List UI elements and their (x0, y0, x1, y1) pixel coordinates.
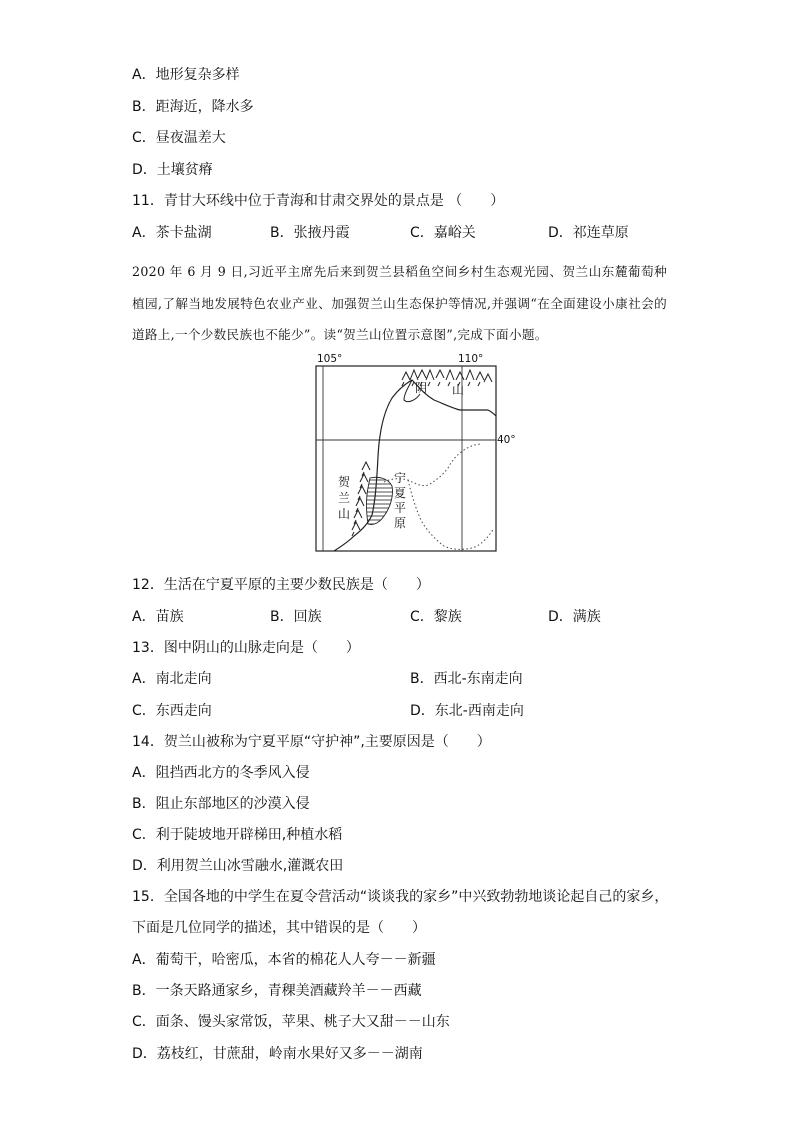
q13-stem: 13．图中阴山的山脉走向是（ ） (132, 640, 360, 656)
q11-option-b: B．张掖丹霞 (270, 225, 350, 241)
helan-char-1: 贺 (338, 475, 351, 489)
q10-option-c: C．昼夜温差大 (132, 130, 226, 146)
helan-char-3: 山 (338, 507, 351, 521)
yinshan-char-1: 阴 (415, 381, 428, 395)
q11-option-a: A．茶卡盐湖 (132, 225, 212, 241)
q10-option-d: D．土壤贫瘠 (132, 162, 213, 178)
q11-stem: 11．青甘大环线中位于青海和甘肃交界处的景点是 （ ） (132, 193, 505, 209)
q12-stem: 12．生活在宁夏平原的主要少数民族是（ ） (132, 577, 430, 593)
q15-option-c: C．面条、馒头家常饭，苹果、桃子大又甜－－山东 (132, 1014, 450, 1030)
lon-label-105: 105° (317, 353, 343, 365)
ningxia-char-2: 夏 (394, 486, 407, 500)
helan-char-2: 兰 (338, 491, 351, 505)
lon-label-110: 110° (458, 353, 484, 365)
yellow-river (334, 380, 496, 551)
q14-option-d: D．利用贺兰山冰雪融水,灌溉农田 (132, 858, 344, 874)
q12-option-d: D．满族 (548, 609, 601, 625)
ningxia-char-4: 原 (394, 516, 407, 530)
q10-option-a: A．地形复杂多样 (132, 67, 240, 83)
q10-option-b: B．距海近，降水多 (132, 99, 254, 115)
yinshan-char-2: 山 (452, 383, 465, 397)
helan-location-map (312, 350, 516, 555)
q14-option-b: B．阻止东部地区的沙漠入侵 (132, 796, 310, 812)
q15-option-d: D．荔枝红，甘蔗甜，岭南水果好又多－－湖南 (132, 1046, 423, 1062)
q15-option-a: A．葡萄干，哈密瓜，本省的棉花人人夸－－新疆 (132, 952, 436, 968)
q15-stem-line-1: 15．全国各地的中学生在夏令营活动“谈谈我的家乡”中兴致勃勃地谈论起自己的家乡， (132, 889, 669, 905)
q15-option-b: B．一条天路通家乡，青稞美酒藏羚羊－－西藏 (132, 983, 422, 999)
q11-option-c: C．嘉峪关 (410, 225, 476, 241)
ningxia-plain-hatched-area (367, 477, 393, 524)
ningxia-char-3: 平 (394, 501, 407, 515)
q13-option-b: B．西北-东南走向 (410, 671, 523, 687)
q12-option-c: C．黎族 (410, 609, 462, 625)
q14-option-c: C．利于陡坡地开辟梯田,种植水稻 (132, 827, 343, 843)
q13-option-c: C．东西走向 (132, 703, 212, 719)
q13-option-d: D．东北-西南走向 (410, 703, 524, 719)
ningxia-char-1: 宁 (394, 471, 407, 485)
lat-label-40: 40° (497, 434, 516, 446)
q11-option-d: D．祁连草原 (548, 225, 629, 241)
q12-option-a: A．苗族 (132, 609, 184, 625)
q15-stem-line-2: 下面是几位同学的描述，其中错误的是（ ） (132, 920, 426, 936)
q14-stem: 14．贺兰山被称为宁夏平原“守护神”,主要原因是（ ） (132, 734, 491, 750)
q13-option-a: A．南北走向 (132, 671, 212, 687)
reading-passage: 2020 年 6 月 9 日,习近平主席先后来到贺兰县稻鱼空间乡村生态观光园、贺兰山东麓葡萄种植园,了解当地发展特色农业产业、加强贺兰山生态保护等情况,并强调“在全面建设小康社会的道路上,一个少数民族也不能少”。读“贺兰山位置示意图”,完成下面小题。 (132, 264, 667, 342)
q12-option-b: B．回族 (270, 609, 322, 625)
q14-option-a: A．阻挡西北方的冬季风入侵 (132, 765, 310, 781)
